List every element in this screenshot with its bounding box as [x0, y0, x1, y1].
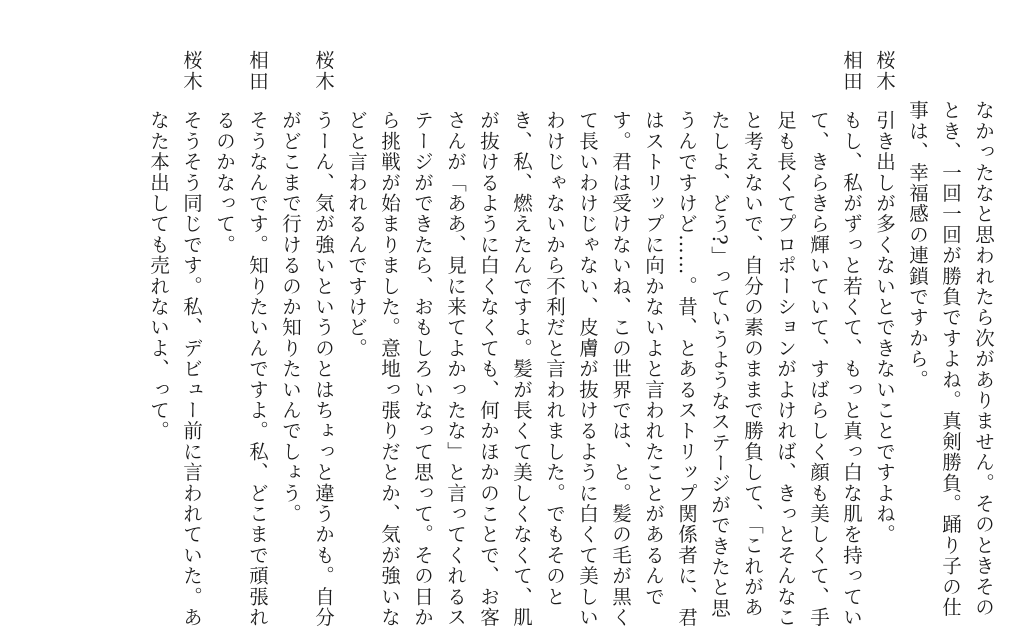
dialogue-turn [868, 50, 901, 630]
dialogue-turn [208, 50, 274, 630]
speaker-name: 相田 [840, 50, 863, 92]
lead-paragraph: なかったなと思われたら次がありません。そのときそのとき、一回一回が勝負ですよね。真剣勝負。踊り子の仕事は、幸福感の連鎖ですから。 [906, 100, 995, 618]
utterance-text: もし、私がずっと若くて、もっと真っ白な肌を持っていて、きらきら輝いていて、すばらしく顔も美しくて、手足も長くてプロポーションがよければ、きっとそんなこと考えないで、自分の素のままで勝負して、「これがあたしよ、どう?」っていうようなステージができたと思うんですけど……。昔、とあるストリップ関係者に、君はストリップに向かないよと言われたことがあるんです。君は受けないね、この世界では、と。髪の毛が黒くて長いわけじゃない、皮膚が抜けるように白くて美しいわけじゃないから不利だと言われました。でもそのとき、私、燃えたんですよ。髪が長くて美しくなくて、肌が抜けるように白くなくても、何かほかのことで、お客さんが「ああ、見に来てよかったな」と言ってくれるステージができたら、おもしろいなって思って。その日から挑戦が始まりました。意地っ張りだとか、気が強いなどと言われるんですけど。 [345, 110, 863, 628]
dialogue-turn [340, 50, 868, 630]
dialogue-turn [274, 50, 340, 630]
dialogue-turn [142, 50, 208, 630]
utterance-text: そうそう同じです。私、デビュー前に言われていた。あなた本出しても売れないよ、って。 [147, 110, 203, 628]
utterance-text: 引き出しが多くないとできないことですよね。 [873, 110, 896, 545]
speaker-name: 相田 [246, 50, 269, 92]
utterance-text: うーん、気が強いというのとはちょっと違うかも。自分がどこまで行けるのか知りたいんでしょう。 [279, 110, 335, 628]
speaker-name: 桜木 [312, 50, 335, 92]
speaker-name: 桜木 [873, 50, 896, 92]
speaker-name: 桜木 [180, 50, 203, 92]
dialogue-text [142, 50, 1000, 630]
utterance-text: そうなんです。知りたいんですよ。私、どこまで頑張れるのかなって。 [213, 110, 269, 628]
